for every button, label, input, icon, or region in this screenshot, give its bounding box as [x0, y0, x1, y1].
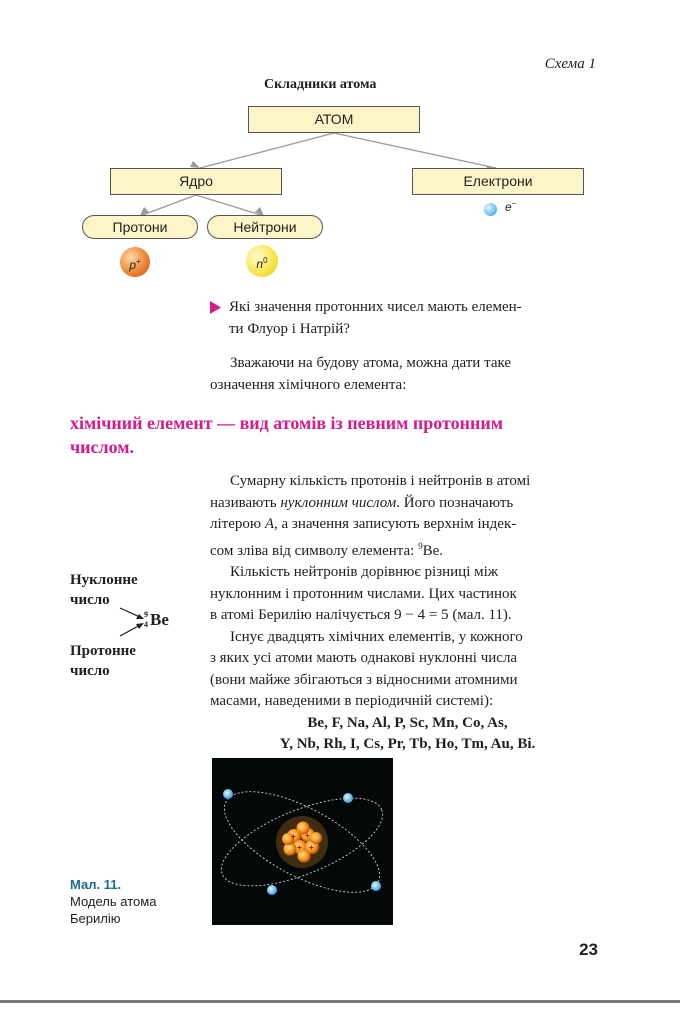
p3-line-1: Існує двадцять хімічних елементів, у кожного — [230, 628, 523, 645]
diagram-connectors — [0, 0, 680, 300]
p1-line-4: сом зліва від символу елемента: $^9$Be. — [210, 540, 444, 559]
p1-line-1: Сумарну кількість протонів і нейтронів в атомі — [230, 473, 531, 489]
electron-particle-icon — [484, 203, 497, 216]
caption-text-1: Модель атома — [70, 894, 157, 909]
svg-text:+: + — [291, 832, 296, 841]
svg-text:+: + — [305, 831, 310, 840]
nucleon-number-label: Нуклонне число — [70, 572, 138, 608]
atomic-number: 4 — [144, 620, 148, 629]
caption-number: Мал. 11. — [70, 877, 122, 892]
page-number: 23 — [579, 940, 598, 959]
question-marker-icon — [210, 301, 222, 314]
letter-a: A — [264, 516, 274, 532]
protons-pill: Протони — [82, 215, 198, 239]
bottom-rule — [0, 1000, 680, 1003]
p3-line-4: масами, наведеними в періодичній системі): — [210, 693, 494, 709]
elements-line-1: Be, F, Na, Al, P, Sc, Mn, Co, As, — [307, 714, 508, 731]
proton-number-label: Протонне число — [70, 643, 136, 679]
electron-charge: − — [511, 199, 517, 208]
atom-box: АТОМ — [248, 106, 420, 133]
definition-line-2: числом. — [70, 437, 135, 457]
beryllium-atom-model — [212, 758, 393, 925]
neutrons-pill: Нейтрони — [207, 215, 323, 239]
proton-symbol: p — [129, 258, 136, 272]
diagram-title: Складники атома — [264, 77, 377, 92]
proton-particle-icon — [120, 247, 150, 277]
question — [229, 297, 604, 340]
nucleus-box: Ядро — [110, 168, 282, 195]
intro-paragraph — [210, 353, 605, 396]
svg-text:+: + — [309, 843, 314, 852]
electron-label — [505, 199, 516, 214]
p2-line-1: Кількість нейтронів дорівнює різниці між — [230, 564, 499, 580]
proton-charge: + — [136, 257, 141, 266]
definition-line-1: хімічний елемент — вид атомів із певним протонним — [70, 413, 503, 433]
intro-line-2: означення хімічного елемента: — [210, 376, 407, 393]
main-text — [210, 471, 605, 756]
figure-caption — [70, 876, 200, 927]
p1-line-2: називають нуклонним числом. Його позначають — [210, 494, 514, 511]
question-line-2: ти Флуор і Натрій? — [229, 320, 350, 337]
question-line-1: Які значення протонних чисел мають елемен- — [229, 299, 522, 315]
schema-label: Схема 1 — [544, 56, 596, 72]
p2-line-2: нуклонним і протонним числами. Цих частинок — [210, 585, 517, 602]
intro-line-1: Зважаючи на будову атома, можна дати таке — [230, 355, 512, 371]
neutron-particle-icon — [246, 245, 278, 277]
nucleon-number-term: нуклонним числом — [280, 494, 397, 511]
p1-line-3: літерою A, а значення записують верхнім індек- — [210, 516, 517, 532]
p3-line-3: (вони майже збігаються з відносними атомними — [210, 671, 518, 688]
svg-text:+: + — [297, 843, 302, 852]
caption-text-2: Берилію — [70, 911, 121, 926]
elements-line-2: Y, Nb, Rh, I, Cs, Pr, Tb, Ho, Tm, Au, Bi. — [279, 736, 536, 752]
electrons-box: Електрони — [412, 168, 584, 195]
element-symbol: Be — [150, 610, 169, 629]
electron-symbol: e — [505, 200, 512, 214]
neutron-symbol: n — [256, 257, 264, 271]
neutron-charge: 0 — [263, 256, 268, 265]
mass-number: 9 — [144, 610, 148, 619]
p2-line-3: в атомі Берилію налічується 9 − 4 = 5 (мал. 11). — [210, 607, 512, 623]
definition — [70, 411, 600, 459]
p3-line-2: з яких усі атоми мають однакові нуклонні числа — [210, 650, 518, 666]
